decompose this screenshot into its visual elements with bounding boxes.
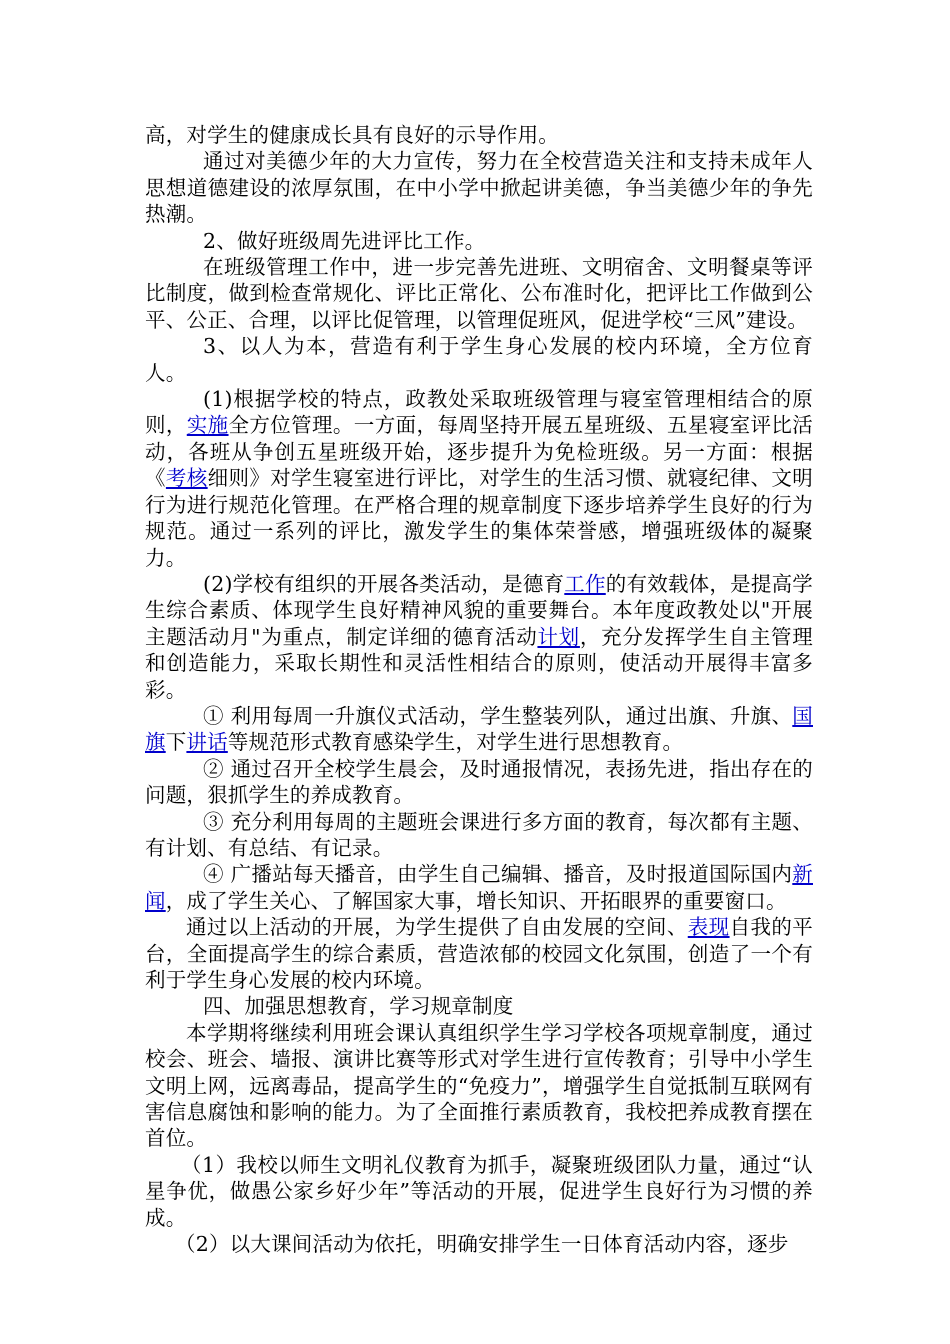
text-run: ，充分发挥学生自主管理和创造能力，采取长期性和灵活性相结合的原则，使活动开展得丰富多彩。	[145, 624, 813, 702]
paragraph-circled-2	[145, 756, 813, 809]
text-run: 通过对美德少年的大力宣传，努力在全校营造关注和支持未成年人思想道德建设的浓厚氛围，在中小学中掀起讲美德，争当美德少年的争先热潮。	[145, 149, 813, 227]
paragraph-point-1	[145, 1152, 813, 1231]
text-run: 等规范形式教育感染学生，对学生进行思想教育。	[227, 730, 684, 755]
section-heading-3	[145, 333, 813, 386]
text-run: ② 通过召开全校学生晨会，及时通报情况，表扬先进，指出存在的问题，狠抓学生的养成教育。	[145, 756, 813, 808]
text-run: (1)根据学校的特点，政教处采取班级管理与寝室管理相结合的原则，	[145, 387, 813, 438]
paragraph-class-management	[145, 254, 813, 333]
text-run: ③ 充分利用每周的主题班会课进行多方面的教育，每次都有主题、有计划、有总结、有记录。	[145, 809, 813, 860]
text-run: 的有效载体，是提高学生综合素质、体现学生良好精神风貌的重要舞台。本年度政教处以"开展主题活动月"为重点，制定详细的德育活动	[145, 571, 814, 649]
link-jianghua[interactable]: 讲话	[186, 730, 228, 755]
text-run: ，成了学生关心、了解国家大事，增长知识、开拓眼界的重要窗口。	[165, 888, 787, 913]
link-gongzuo[interactable]: 工作	[564, 571, 606, 596]
text-run: 3、以人为本，营造有利于学生身心发展的校内环境，全方位育人。	[145, 334, 813, 385]
document-page	[145, 122, 813, 1257]
text-run: 高，对学生的健康成长具有良好的示导作用。	[145, 123, 559, 147]
link-biaoxian[interactable]: 表现	[687, 915, 730, 940]
link-kaohe[interactable]: 考核	[165, 466, 208, 491]
text-run: (2)学校有组织的开展各类活动，是德育	[203, 571, 565, 596]
text-run: ① 利用每周一升旗仪式活动，学生整装列队，通过出旗、升旗、	[203, 703, 793, 728]
link-guoqi[interactable]: 国旗	[145, 703, 813, 755]
text-run: ④ 广播站每天播音，由学生自己编辑、播音，及时报道国际国内	[203, 862, 793, 887]
section-heading-2	[145, 228, 813, 254]
text-run: 下	[165, 730, 187, 755]
paragraph-item-1	[145, 386, 813, 571]
paragraph-continuation	[145, 122, 813, 148]
section-heading-4	[145, 993, 813, 1019]
paragraph-item-2	[145, 571, 813, 703]
text-run: （1）我校以师生文明礼仪教育为抓手，凝聚班级团队力量，通过“认星争优，做愚公家乡好少年”等活动的开展，促进学生良好行为习惯的养成。	[145, 1152, 813, 1230]
text-run: 全方位管理。一方面，每周坚持开展五星班级、五星寝室评比活动，各班从争创五星班级开始，逐步提升为免检班级。另一方面：根据《	[145, 413, 813, 491]
text-run: 细则》对学生寝室进行评比，对学生的生活习惯、就寝纪律、文明行为进行规范化管理。在严格合理的规章制度下逐步培养学生良好的行为规范。通过一系列的评比，激发学生的集体荣誉感，增强班级体的凝聚力。	[145, 466, 813, 570]
paragraph-circled-3	[145, 809, 813, 862]
paragraph-circled-1	[145, 703, 813, 756]
text-run: 2、做好班级周先进评比工作。	[203, 228, 486, 253]
link-jihua[interactable]: 计划	[537, 624, 580, 649]
paragraph-promotion	[145, 148, 813, 227]
paragraph-point-2	[145, 1231, 813, 1257]
text-run: 自我的平台，全面提高学生的综合素质，营造浓郁的校园文化氛围，创造了一个有利于学生身心发展的校内环境。	[145, 915, 813, 992]
paragraph-circled-4	[145, 861, 813, 914]
text-run: 四、加强思想教育，学习规章制度	[203, 994, 514, 1019]
text-run: 通过以上活动的开展，为学生提供了自由发展的空间、	[186, 915, 688, 940]
paragraph-summary	[145, 914, 813, 993]
link-xinwen[interactable]: 新闻	[145, 862, 813, 913]
paragraph-regulations	[145, 1020, 813, 1152]
link-shishi[interactable]: 实施	[186, 413, 229, 438]
text-run: 在班级管理工作中，进一步完善先进班、文明宿舍、文明餐桌等评比制度，做到检查常规化、评比正常化、公布准时化，把评比工作做到公平、公正、合理，以评比促管理，以管理促班风，促进学校“三风”建设。	[145, 255, 813, 332]
text-run: （2）以大课间活动为依托，明确安排学生一日体育活动内容，逐步	[175, 1232, 789, 1257]
text-run: 本学期将继续利用班会课认真组织学生学习学校各项规章制度，通过校会、班会、墙报、演讲比赛等形式对学生进行宣传教育；引导中小学生文明上网，远离毒品，提高学生的“免疫力”，增强学生自觉抵制互联网有害信息腐蚀和影响的能力。为了全面推行素质教育，我校把养成教育摆在首位。	[145, 1020, 813, 1151]
